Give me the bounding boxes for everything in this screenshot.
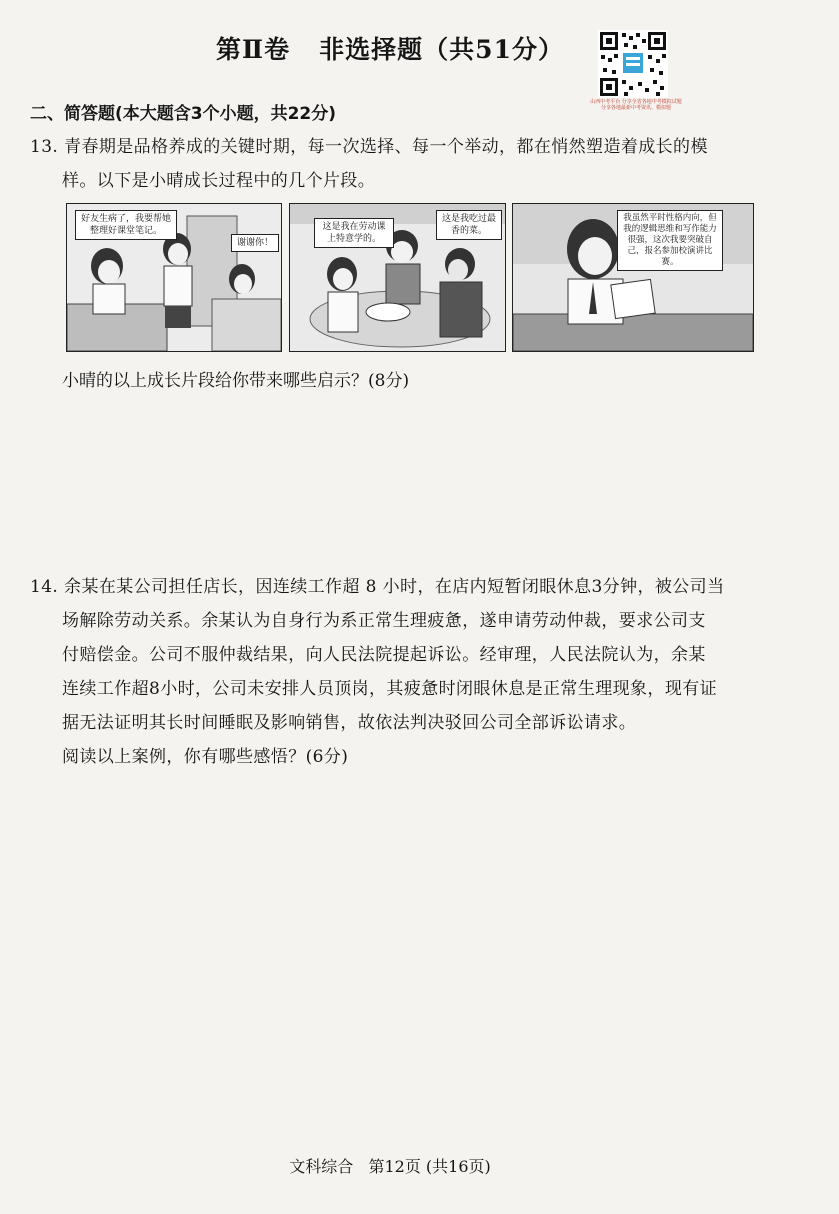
- question-13: [30, 130, 730, 198]
- q14-question: 阅读以上案例，你有哪些感悟？(6分): [62, 747, 349, 767]
- qr-code-graphic: [598, 30, 668, 98]
- page-footer: 文科综合 第12页 (共16页): [289, 1157, 491, 1176]
- q14-line-4: 连续工作超8小时，公司未安排人员顶岗，其疲惫时闭眼休息是正常生理现象，现有证: [62, 679, 718, 699]
- speech-bubble: 这是我在劳动课上特意学的。: [314, 218, 394, 248]
- q14-line-3: 付赔偿金。公司不服仲裁结果，向人民法院提起诉讼。经审理，人民法院认为，余某: [62, 645, 706, 665]
- comic-panel-3: [512, 203, 754, 352]
- speech-bubble: 谢谢你！: [231, 234, 279, 252]
- page-title: 第Ⅱ卷 非选择题（共51分）: [216, 35, 564, 64]
- qr-caption: 山西中考平台 分享全省各地中考模拟试题 分享各地最新中考资讯、模拟题: [590, 99, 682, 111]
- comic-panel-2: [289, 203, 506, 352]
- q14-line-1: 14. 余某在某公司担任店长，因连续工作超 8 小时，在店内短暂闭眼休息3分钟，被公司当: [30, 577, 725, 597]
- speech-bubble: 我虽然平时性格内向，但我的逻辑思维和写作能力很强，这次我要突破自己，报名参加校演讲比赛。: [617, 210, 723, 271]
- speech-bubble: 好友生病了，我要帮她整理好课堂笔记。: [75, 210, 177, 240]
- question-14: [30, 570, 760, 774]
- speech-bubble: 这是我吃过最香的菜。: [436, 210, 502, 240]
- comic-panel-1: [66, 203, 282, 352]
- section-heading: 二、简答题(本大题含3个小题，共22分): [30, 104, 337, 124]
- q14-line-5: 据无法证明其长时间睡眠及影响销售，故依法判决驳回公司全部诉讼请求。: [62, 713, 637, 733]
- q13-line-2: 样。以下是小晴成长过程中的几个片段。: [62, 171, 376, 191]
- q13-question: 小晴的以上成长片段给你带来哪些启示？(8分): [62, 371, 410, 391]
- qr-code: [598, 30, 668, 98]
- q13-line-1: 13. 青春期是品格养成的关键时期，每一次选择、每一个举动，都在悄然塑造着成长的模: [30, 137, 708, 157]
- q14-line-2: 场解除劳动关系。余某认为自身行为系正常生理疲惫，遂申请劳动仲裁，要求公司支: [62, 611, 706, 631]
